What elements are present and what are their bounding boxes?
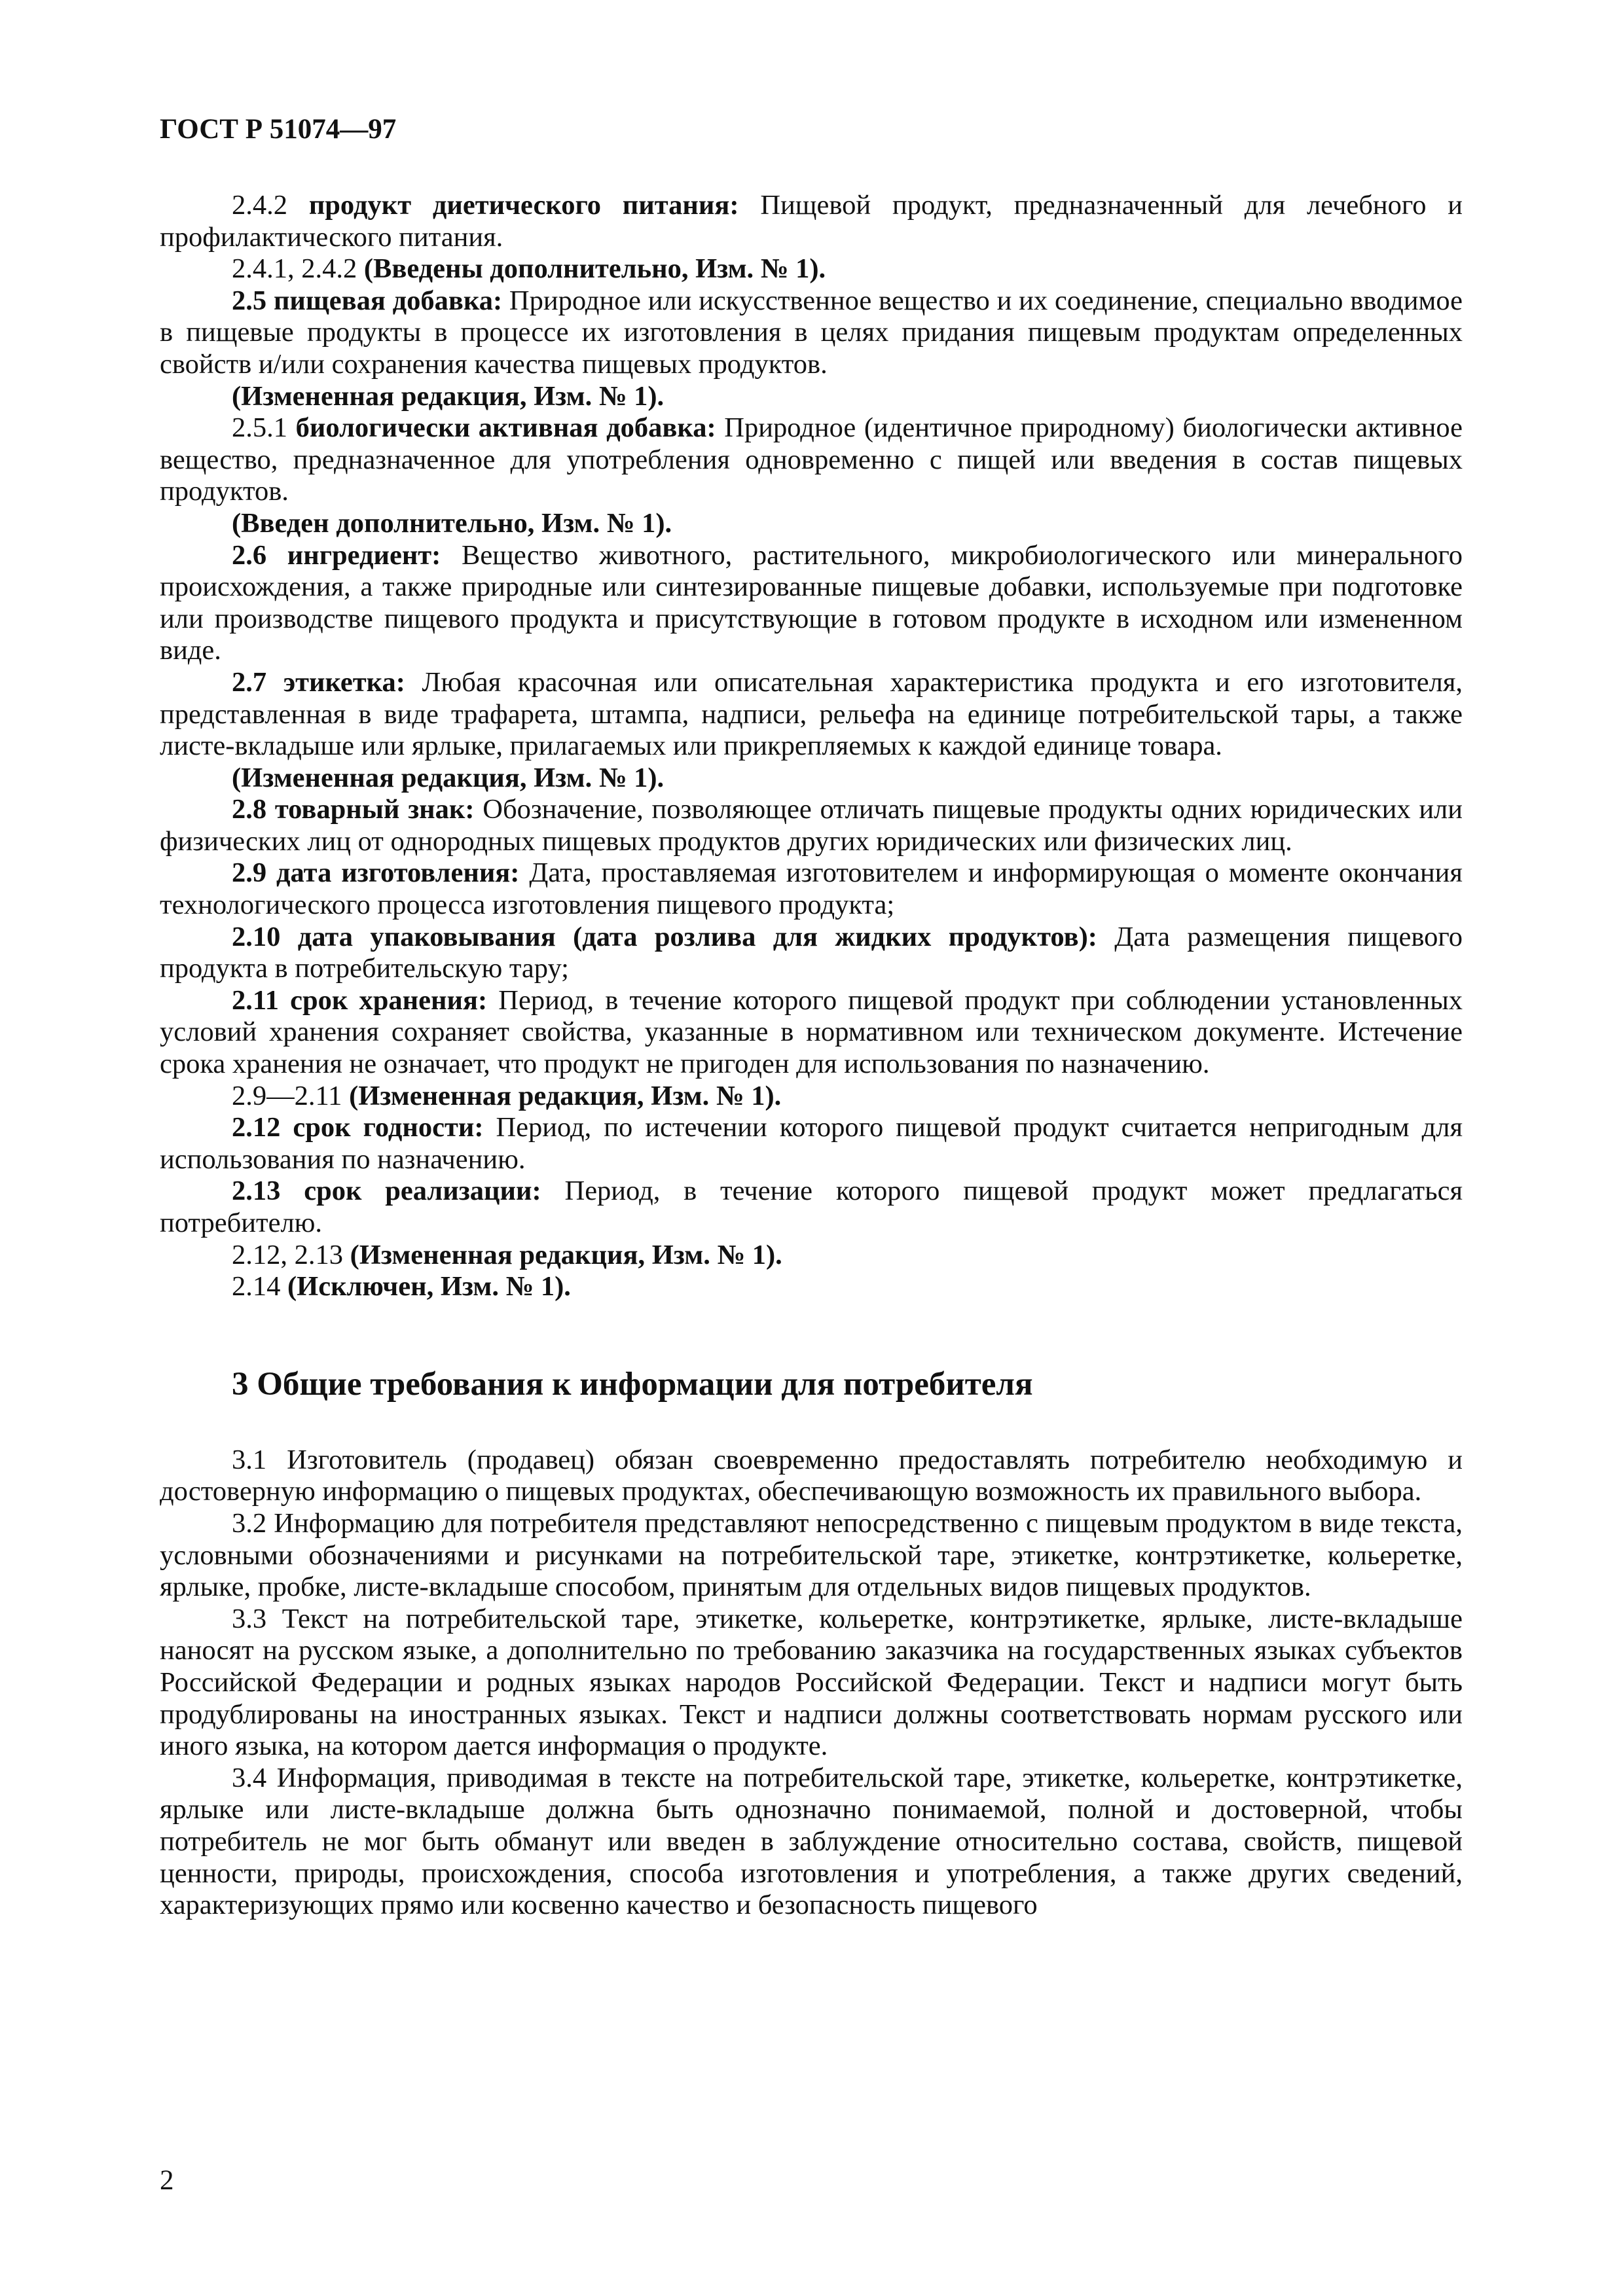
amendment-note xyxy=(160,381,1463,413)
definition-item xyxy=(160,985,1463,1081)
defined-term: срок хранения: xyxy=(290,984,488,1016)
paragraph-text: Информация, приводимая в тексте на потребительской таре, этикетке, кольеретке, контрэтикетке, ярлыке или листе-вкладыше должна быть однозначно понимаемой, полной и достоверной, чтобы потребитель не мог быть обманут или введен в заблуждение относительно состава, свойств, пищевой ценности, природы, происхождения, способа изготовления и употребления, а также других сведений, характеризующих прямо или косвенно качество и безопасность пищевого xyxy=(160,1762,1463,1921)
definition-text: Любая красочная или описательная характеристика продукта и его изготовителя, представленная в виде трафарета, штампа, надписи, рельефа на единице потребительской тары, а также листе-вкладыше или ярлыке, прилагаемых или прикрепляемых к каждой единице товара. xyxy=(160,666,1463,762)
clause-number: 2.9—2.11 xyxy=(232,1080,342,1111)
definition-item xyxy=(160,794,1463,857)
definition-text: Пищевой продукт, предназначенный для лечебного и профилактического питания. xyxy=(160,190,1463,253)
definition-text: Вещество животного, растительного, микробиологического или минерального происхождения, а также природные или синтезированные пищевые добавки, используемые при подготовке или производстве пищевого продукта и присутствующие в готовом продукте в исходном или измененном виде. xyxy=(160,539,1463,666)
clause-number: 3.4 xyxy=(232,1762,267,1793)
amendment-text: (Измененная редакция, Изм. № 1). xyxy=(349,1080,782,1111)
paragraph-text: Информацию для потребителя представляют непосредственно с пищевым продуктом в виде текста, условными обозначениями и рисунками на потребительской таре, этикетке, контрэтикетке, кольеретке, ярлыке, пробке, листе-вкладыше способом, принятым для отдельных видов пищевых продуктов. xyxy=(160,1508,1463,1603)
definition-item xyxy=(160,540,1463,667)
amendment-text: (Введены дополнительно, Изм. № 1). xyxy=(363,253,826,285)
defined-term: дата изготовления: xyxy=(276,857,520,889)
definition-item xyxy=(160,922,1463,985)
amendment-note xyxy=(160,508,1463,540)
amendment-note xyxy=(160,1271,1463,1303)
definition-text: Обозначение, позволяющее отличать пищевые продукты одних юридических или физических лиц от однородных пищевых продуктов других юридических или физических лиц. xyxy=(160,794,1463,857)
clause-number: 3.2 xyxy=(232,1508,267,1539)
page-number: 2 xyxy=(160,2165,174,2196)
definition-item xyxy=(160,190,1463,253)
amendment-note xyxy=(160,762,1463,795)
definition-text: Природное (идентичное природному) биологически активное вещество, предназначенное для употребления одновременно с пищей или введения в состав пищевых продуктов. xyxy=(160,412,1463,507)
defined-term: пищевая добавка: xyxy=(273,285,503,316)
amendment-note xyxy=(160,1240,1463,1272)
definition-item xyxy=(160,857,1463,921)
paragraph xyxy=(160,1763,1463,1922)
clause-number: 2.9 xyxy=(232,857,267,889)
clause-number: 3.3 xyxy=(232,1603,267,1634)
document-header: ГОСТ Р 51074—97 xyxy=(160,114,397,145)
paragraph xyxy=(160,1604,1463,1763)
clause-number: 2.14 xyxy=(232,1271,281,1302)
amendment-text: (Измененная редакция, Изм. № 1). xyxy=(350,1239,782,1270)
definition-text: Дата размещения пищевого продукта в потребительскую тару; xyxy=(160,921,1463,984)
definition-text: Природное или искусственное вещество и их соединение, специально вводимое в пищевые продукты в процессе их изготовления в целях придания пищевым продуктам определенных свойств и/или сохранения качества пищевых продуктов. xyxy=(160,285,1463,380)
clause-number: 2.5.1 xyxy=(232,412,287,444)
clause-number: 3.1 xyxy=(232,1444,267,1475)
clause-number: 2.13 xyxy=(232,1175,281,1207)
definition-text: Период, по истечении которого пищевой продукт считается непригодным для использования по назначению. xyxy=(160,1112,1463,1175)
clause-number: 2.12, 2.13 xyxy=(232,1239,343,1270)
definition-item xyxy=(160,412,1463,508)
defined-term: срок годности: xyxy=(293,1112,484,1143)
document-body xyxy=(160,190,1463,1922)
paragraph xyxy=(160,1444,1463,1508)
section-heading: 3 Общие требования к информации для потребителя xyxy=(232,1365,1033,1403)
paragraph-text: Текст на потребительской таре, этикетке, кольеретке, контрэтикетке, ярлыке, листе-вкладыше наносят на русском языке, а дополнительно по требованию заказчика на государственных языках субъектов Российской Федерации и родных языках народов Российской Федерации. Текст и надписи могут быть продублированы на иностранных языках. Текст и надписи должны соответствовать нормам русского или иного языка, на котором дается информация о продукте. xyxy=(160,1603,1463,1762)
defined-term: ингредиент: xyxy=(287,539,441,571)
clause-number: 2.11 xyxy=(232,984,280,1016)
amendment-note xyxy=(160,253,1463,285)
paragraph xyxy=(160,1508,1463,1604)
paragraph-text: Изготовитель (продавец) обязан своевременно предоставлять потребителю необходимую и достоверную информацию о пищевых продуктах, обеспечивающую возможность их правильного выбора. xyxy=(160,1444,1463,1507)
clause-number: 2.8 xyxy=(232,794,267,825)
definition-text: Период, в течение которого пищевой продукт при соблюдении установленных условий хранения сохраняет свойства, указанные в нормативном или техническом документе. Истечение срока хранения не означает, что продукт не пригоден для использования по назначению. xyxy=(160,984,1463,1080)
defined-term: этикетка: xyxy=(283,666,405,698)
definition-item xyxy=(160,667,1463,762)
clause-number: 2.6 xyxy=(232,539,267,571)
definition-item xyxy=(160,285,1463,381)
clause-number: 2.7 xyxy=(232,666,267,698)
amendment-text: (Измененная редакция, Изм. № 1). xyxy=(232,762,665,793)
amendment-text: (Исключен, Изм. № 1). xyxy=(287,1271,571,1302)
clause-number: 2.5 xyxy=(232,285,267,316)
defined-term: биологически активная добавка: xyxy=(295,412,716,444)
clause-number: 2.4.2 xyxy=(232,190,287,221)
amendment-text: (Введен дополнительно, Изм. № 1). xyxy=(232,507,672,539)
clause-number: 2.12 xyxy=(232,1112,281,1143)
amendment-note xyxy=(160,1081,1463,1113)
definition-item xyxy=(160,1112,1463,1175)
definition-text: Период, в течение которого пищевой продукт может предлагаться потребителю. xyxy=(160,1175,1463,1238)
definition-text: Дата, проставляемая изготовителем и информирующая о моменте окончания технологического процесса изготовления пищевого продукта; xyxy=(160,857,1463,921)
clause-number: 2.4.1, 2.4.2 xyxy=(232,253,357,285)
defined-term: дата упаковывания (дата розлива для жидких продуктов): xyxy=(297,921,1097,952)
defined-term: срок реализации: xyxy=(304,1175,541,1207)
defined-term: продукт диетического питания: xyxy=(308,190,739,221)
clause-number: 2.10 xyxy=(232,921,281,952)
amendment-text: (Измененная редакция, Изм. № 1). xyxy=(232,380,665,412)
defined-term: товарный знак: xyxy=(274,794,475,825)
definition-item xyxy=(160,1175,1463,1239)
